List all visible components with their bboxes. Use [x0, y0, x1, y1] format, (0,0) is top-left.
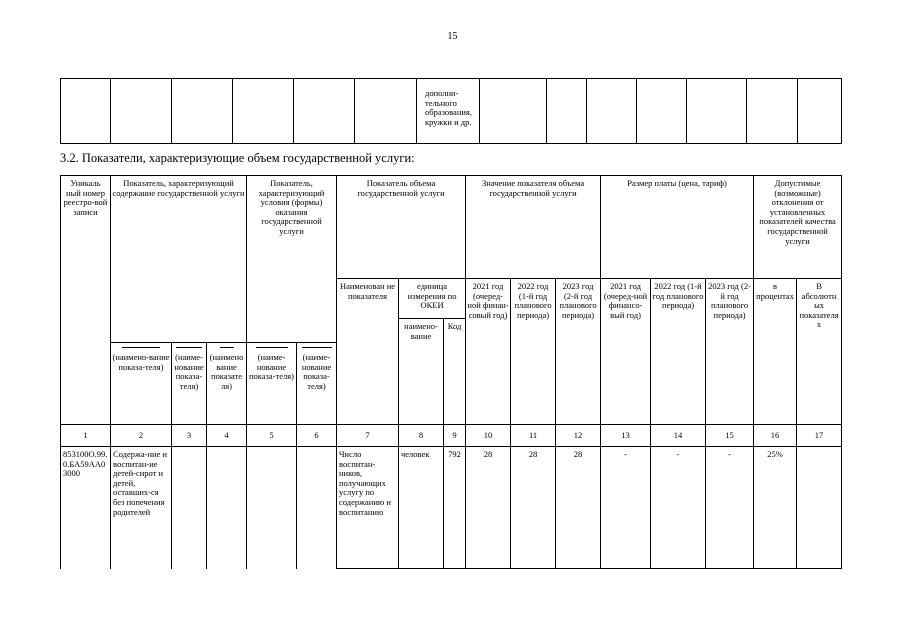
column-number: 2 [111, 425, 172, 447]
cell [294, 79, 355, 144]
header-okei-name: наимено-вание [399, 319, 444, 425]
header-indicator-name: Наименован ие показателя [337, 279, 399, 425]
volume-indicators-table [60, 175, 842, 569]
header-value-2021: 2021 год (очеред-ной финан-совый год) [466, 279, 511, 425]
cell [687, 79, 747, 144]
cell [61, 79, 111, 144]
column-number: 3 [172, 425, 207, 447]
cell-absolute [797, 447, 842, 569]
header-sub-name-5: (наиме-нование показа-теля) [297, 343, 337, 425]
cell [355, 79, 417, 144]
cell-additional-education: дополни-тельного образования, кружки и др. [417, 79, 480, 144]
cell [547, 79, 587, 144]
cell-indicator-name: Число воспитан-ников, получающих услугу по содержанию и воспитанию [337, 447, 399, 569]
column-number: 12 [556, 425, 601, 447]
header-unique-number: Уникаль ный номер реестро-вой записи [61, 176, 111, 425]
cell-fee-2022: - [651, 447, 706, 569]
cell-unit-code: 792 [444, 447, 466, 569]
column-number: 5 [247, 425, 297, 447]
section-heading: 3.2. Показатели, характеризующие объем государственной услуги: [60, 151, 415, 165]
column-number: 4 [207, 425, 247, 447]
header-fee-size: Размер платы (цена, тариф) [601, 176, 754, 279]
header-content-indicator: Показатель, характеризующий содержание государственной услуги [111, 176, 247, 343]
column-number: 15 [706, 425, 754, 447]
header-fee-2023: 2023 год (2-й год планового периода) [706, 279, 754, 425]
cell-content: Содержа-ние и воспитан-ие детей-сирот и детей, оставших-ся без попечения родителей [111, 447, 172, 569]
header-volume-indicator: Показатель объема государственной услуги [337, 176, 466, 279]
cell [172, 79, 233, 144]
cell-empty [297, 447, 337, 569]
header-in-percent: в процентах [754, 279, 797, 425]
cell-value-2022: 28 [511, 447, 556, 569]
cell [587, 79, 637, 144]
cell-fee-2021: - [601, 447, 651, 569]
column-number: 1 [61, 425, 111, 447]
cell-percent: 25% [754, 447, 797, 569]
cell-value-2023: 28 [556, 447, 601, 569]
cell-unit-name: человек [399, 447, 444, 569]
cell [637, 79, 687, 144]
header-sub-name-4: (наиме-нование показа-теля) [247, 343, 297, 425]
header-volume-values: Значение показателя объема государственной услуги [466, 176, 601, 279]
column-number: 7 [337, 425, 399, 447]
column-number: 17 [797, 425, 842, 447]
cell-empty [172, 447, 207, 569]
cell [798, 79, 842, 144]
header-fee-2021: 2021 год (очеред-ной финансо-вый год) [601, 279, 651, 425]
cell-empty [207, 447, 247, 569]
header-sub-name-1: (наимено-вание показа-теля) [111, 343, 172, 425]
header-condition-indicator: Показатель, характеризующий условия (формы) оказания государственной услуги [247, 176, 337, 343]
page-number: 15 [447, 31, 458, 42]
column-number: 9 [444, 425, 466, 447]
column-number: 11 [511, 425, 556, 447]
cell-registry-number: 853100О.99.0.БА59АА03000 [61, 447, 111, 569]
header-value-2023: 2023 год (2-й год планового периода) [556, 279, 601, 425]
column-number: 6 [297, 425, 337, 447]
continuation-table [60, 78, 842, 144]
cell-value-2021: 28 [466, 447, 511, 569]
cell-empty [247, 447, 297, 569]
header-okei-unit: единица измерения по ОКЕИ [399, 279, 466, 319]
header-sub-name-3: (наимено вание показате ля) [207, 343, 247, 425]
cell [111, 79, 172, 144]
header-okei-code: Код [444, 319, 466, 425]
cell [747, 79, 798, 144]
header-sub-name-2: (наиме-нование показа-теля) [172, 343, 207, 425]
column-number: 14 [651, 425, 706, 447]
column-number: 10 [466, 425, 511, 447]
cell [233, 79, 294, 144]
cell-fee-2023: - [706, 447, 754, 569]
column-number: 13 [601, 425, 651, 447]
header-fee-2022: 2022 год (1-й год планового периода) [651, 279, 706, 425]
column-number: 8 [399, 425, 444, 447]
header-in-absolute: В абсолютн ых показателя х [797, 279, 842, 425]
cell [480, 79, 547, 144]
header-value-2022: 2022 год (1-й год планового периода) [511, 279, 556, 425]
header-deviations: Допустимые (возможные) отклонения от установленных показателей качества государственной услуги [754, 176, 842, 279]
column-number: 16 [754, 425, 797, 447]
